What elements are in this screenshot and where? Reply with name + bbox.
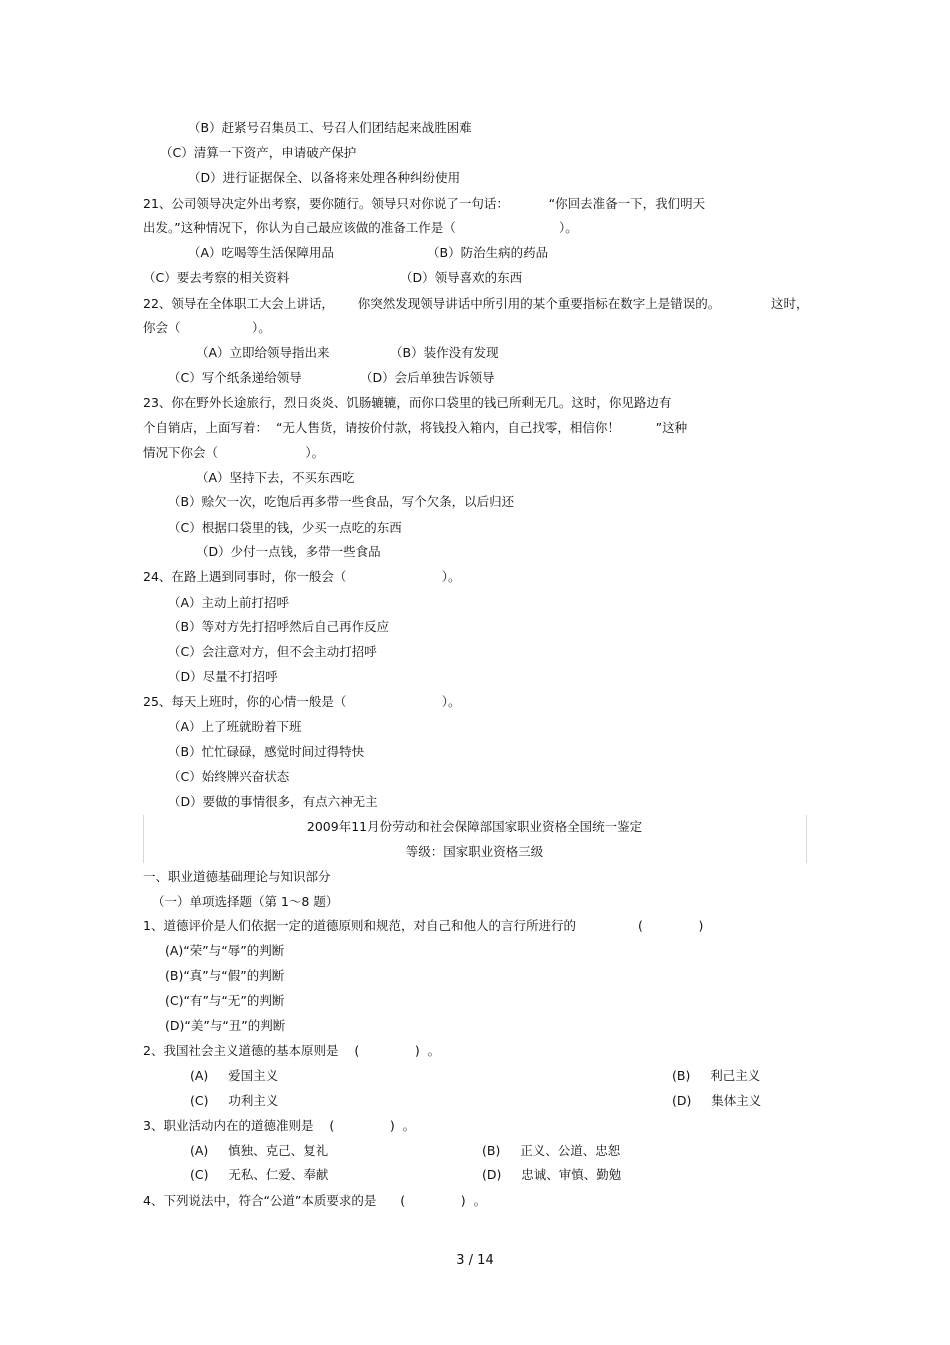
option-c-q23: （C）根据口袋里的钱，少买一点吃的东西: [168, 520, 402, 535]
option-d-q23: （D）少付一点钱，多带一些食品: [196, 544, 381, 559]
subsection-heading: （一）单项选择题（第 1～8 题）: [152, 894, 339, 909]
option-c-q3: (C) 无私、仁爱、奉献: [190, 1167, 329, 1182]
option-b-q20: （B）赶紧号召集员工、号召人们团结起来战胜困难: [188, 120, 472, 135]
question-2: 2、我国社会主义道德的基本原则是 ( ) 。: [143, 1043, 441, 1058]
question-1: 1、道德评价是人们依据一定的道德原则和规范，对自己和他人的言行所进行的: [143, 918, 576, 933]
exam-level: 等级：国家职业资格三级: [405, 844, 544, 859]
option-b-q3: (B) 正义、公道、忠恕: [482, 1143, 621, 1158]
option-d-q25: （D）要做的事情很多，有点六神无主: [168, 794, 378, 809]
option-c-q25: （C）始终牌兴奋状态: [168, 769, 290, 784]
question-22-line1-end: 这时，: [771, 296, 809, 311]
option-c-q24: （C）会注意对方，但不会主动打招呼: [168, 644, 377, 659]
question-23-line3: 情况下你会（ ）。: [143, 445, 325, 460]
question-4: 4、下列说法中，符合“公道”本质要求的是 ( ) 。: [143, 1193, 487, 1208]
option-a-q24: （A）主动上前打招呼: [168, 595, 290, 610]
option-d-q24: （D）尽量不打招呼: [168, 669, 278, 684]
exam-title: 2009年11月份劳动和社会保障部国家职业资格全国统一鉴定: [306, 819, 643, 834]
option-a-q3: (A) 慎独、克己、复礼: [190, 1143, 329, 1158]
option-d-q2: (D) 集体主义: [672, 1093, 762, 1108]
option-b-q22: （B）装作没有发现: [390, 345, 499, 360]
header-box-right-rule: [806, 815, 807, 863]
option-b-q2: (B) 利己主义: [672, 1068, 761, 1083]
option-c-q2: (C) 功利主义: [190, 1093, 279, 1108]
section-heading: 一、职业道德基础理论与知识部分: [143, 869, 331, 884]
option-a-q21: （A）吃喝等生活保障用品: [188, 245, 335, 260]
question-21-line1: 21、公司领导决定外出考察，要你随行。领导只对你说了一句话： “你回去准备一下，我们明天: [143, 196, 706, 211]
option-a-q2: (A) 爱国主义: [190, 1068, 279, 1083]
option-b-q23: （B）赊欠一次，吃饱后再多带一些食品，写个欠条，以后归还: [168, 494, 515, 509]
option-a-q23: （A）坚持下去，不买东西吃: [196, 470, 355, 485]
option-c-q1: (C)“有”与“无”的判断: [165, 993, 285, 1008]
option-c-q20: （C）清算一下资产，申请破产保护: [160, 145, 357, 160]
question-23-line1: 23、你在野外长途旅行，烈日炎炎、饥肠辘辘，而你口袋里的钱已所剩无几。这时，你见路边有: [143, 395, 672, 410]
option-d-q1: (D)“美”与“丑”的判断: [165, 1018, 286, 1033]
option-a-q22: （A）立即给领导指出来: [196, 345, 330, 360]
option-c-q21: （C）要去考察的相关资料: [143, 270, 290, 285]
question-21-line2: 出发。”这种情况下，你认为自己最应该做的准备工作是（ ）。: [143, 220, 578, 235]
option-d-q22: （D）会后单独告诉领导: [360, 370, 495, 385]
question-25: 25、每天上班时，你的心情一般是（ ）。: [143, 694, 461, 709]
option-d-q21: （D）领导喜欢的东西: [400, 270, 523, 285]
question-23-line2: 个自销店，上面写着： “无人售货，请按价付款，将钱投入箱内，自己找零，相信你！ ”这种: [143, 420, 688, 435]
question-22-line1: 22、领导在全体职工大会上讲话， 你突然发现领导讲话中所引用的某个重要指标在数字上是错误的。: [143, 296, 721, 311]
option-b-q1: (B)“真”与“假”的判断: [165, 968, 285, 983]
option-d-q20: （D）进行证据保全、以备将来处理各种纠纷使用: [188, 170, 461, 185]
option-a-q25: （A）上了班就盼着下班: [168, 719, 302, 734]
option-c-q22: （C）写个纸条递给领导: [168, 370, 302, 385]
option-b-q21: （B）防治生病的药品: [427, 245, 549, 260]
question-22-line2: 你会（ ）。: [143, 320, 271, 335]
option-b-q25: （B）忙忙碌碌，感觉时间过得特快: [168, 744, 365, 759]
question-1-bracket: ( ): [638, 918, 704, 933]
question-24: 24、在路上遇到同事时，你一般会（ ）。: [143, 569, 461, 584]
question-3: 3、职业活动内在的道德准则是 ( ) 。: [143, 1118, 416, 1133]
option-d-q3: (D) 忠诚、审慎、勤勉: [482, 1167, 622, 1182]
page-indicator: 3 / 14: [456, 1253, 494, 1268]
option-b-q24: （B）等对方先打招呼然后自己再作反应: [168, 619, 390, 634]
option-a-q1: (A)“荣”与“辱”的判断: [165, 943, 285, 958]
